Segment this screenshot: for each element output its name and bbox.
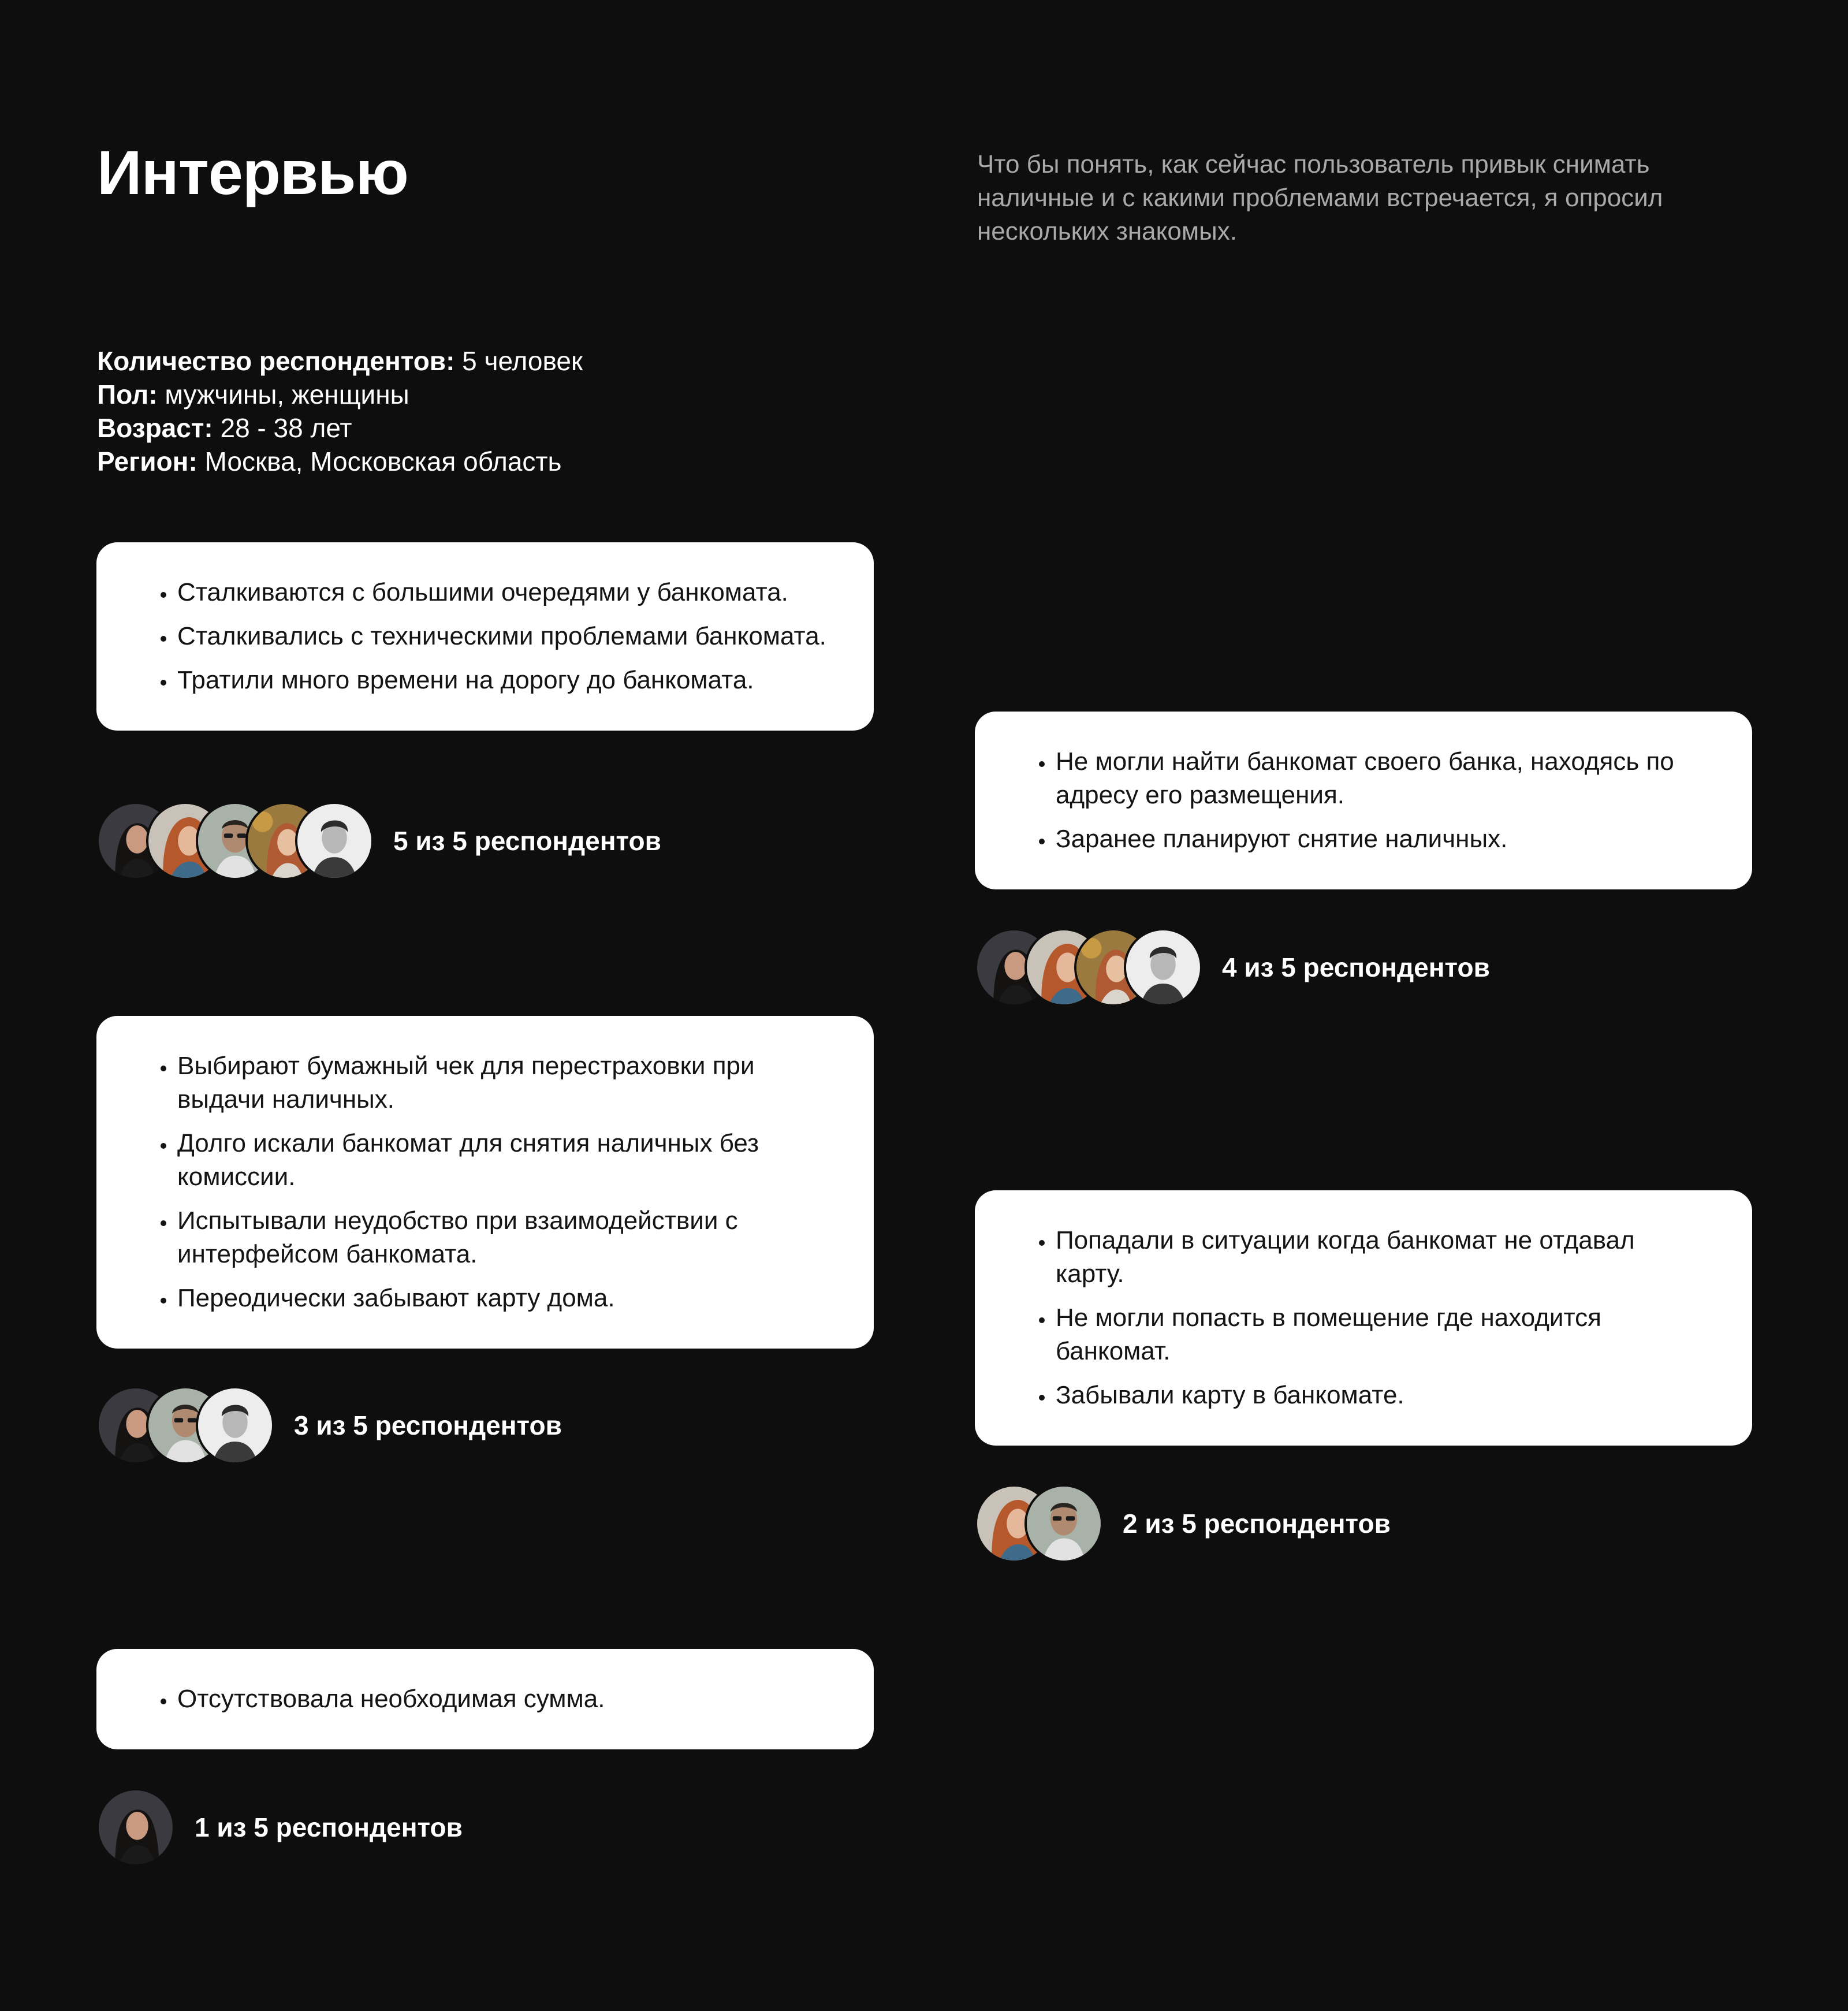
meta-label: Возраст:: [97, 413, 213, 443]
findings-card-5: [96, 542, 874, 731]
avatar-man-bw-icon: [1124, 928, 1202, 1007]
respondents-meta: [97, 344, 583, 478]
finding-item: • Сталкиваются с большими очередями у банкомата.: [176, 576, 828, 609]
respondents-row-3: [96, 1385, 562, 1466]
respondents-count-label: 1 из 5 респондентов: [195, 1812, 463, 1842]
avatar-group: [96, 802, 374, 880]
finding-item: • Заранее планируют снятие наличных.: [1055, 822, 1706, 856]
avatar-man-bw-icon: [295, 802, 374, 880]
meta-age: [97, 411, 583, 445]
respondents-count-label: 5 из 5 респондентов: [393, 826, 661, 856]
finding-item: • Не могли попасть в помещение где находится банкомат.: [1055, 1301, 1706, 1368]
finding-item: • Долго искали банкомат для снятия наличных без комиссии.: [176, 1127, 828, 1194]
findings-card-2: [975, 1190, 1752, 1446]
meta-count: [97, 344, 583, 378]
findings-card-1: [96, 1649, 874, 1749]
finding-item: • Тратили много времени на дорогу до банкомата.: [176, 664, 828, 697]
finding-item: • Сталкивались с техническими проблемами банкомата.: [176, 620, 828, 653]
page-title: Интервью: [97, 137, 408, 207]
respondents-row-2: [975, 1483, 1391, 1564]
findings-card-3: [96, 1016, 874, 1349]
finding-item: • Испытывали неудобство при взаимодействии с интерфейсом банкомата.: [176, 1204, 828, 1271]
meta-label: Пол:: [97, 379, 158, 409]
finding-item: • Выбирают бумажный чек для перестраховки при выдачи наличных.: [176, 1049, 828, 1116]
meta-value: 5 человек: [454, 346, 583, 376]
avatar-group: [96, 1386, 274, 1465]
meta-value: мужчины, женщины: [157, 379, 409, 409]
intro-text: Что бы понять, как сейчас пользователь привык снимать наличные и с какими проблемами встречается, я опросил нескольких знакомых.: [977, 150, 1663, 245]
finding-item: • Переодически забывают карту дома.: [176, 1282, 828, 1315]
respondents-count-label: 2 из 5 респондентов: [1123, 1509, 1391, 1539]
meta-label: Регион:: [97, 446, 198, 476]
finding-item: • Отсутствовала необходимая сумма.: [176, 1682, 828, 1716]
respondents-count-label: 3 из 5 респондентов: [294, 1410, 562, 1440]
avatar-man-glasses-icon: [1024, 1484, 1103, 1563]
avatar-man-bw-icon: [196, 1386, 274, 1465]
findings-card-4: [975, 712, 1752, 889]
finding-item: • Не могли найти банкомат своего банка, находясь по адресу его размещения.: [1055, 745, 1706, 812]
meta-value: 28 - 38 лет: [213, 413, 352, 443]
avatar-woman-dark-hair-icon: [96, 1788, 175, 1867]
finding-item: • Попадали в ситуации когда банкомат не отдавал карту.: [1055, 1224, 1706, 1291]
respondents-row-1: [96, 1787, 463, 1868]
respondents-row-4: [975, 927, 1490, 1008]
respondents-count-label: 4 из 5 респондентов: [1222, 952, 1490, 982]
avatar-group: [96, 1788, 175, 1867]
meta-region: [97, 445, 583, 478]
meta-value: Москва, Московская область: [197, 446, 562, 476]
avatar-group: [975, 928, 1202, 1007]
finding-item: • Забывали карту в банкомате.: [1055, 1379, 1706, 1412]
respondents-row-5: [96, 800, 661, 881]
avatar-group: [975, 1484, 1103, 1563]
meta-label: Количество респондентов:: [97, 346, 455, 376]
meta-gender: [97, 378, 583, 411]
